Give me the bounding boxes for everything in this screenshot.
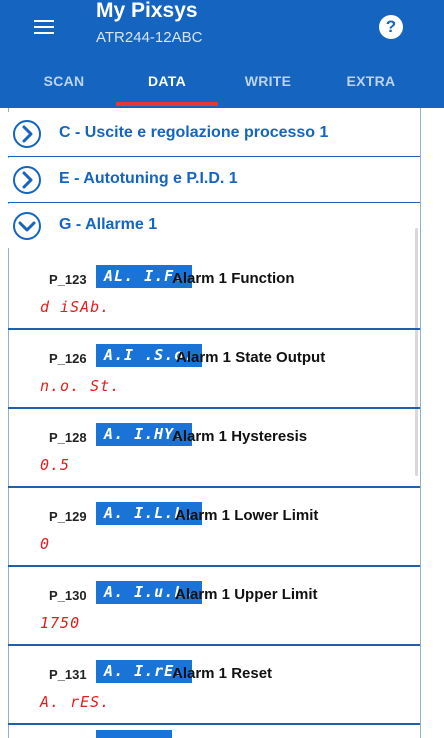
app-bar: [0, 0, 444, 56]
param-code: P_126: [49, 351, 87, 366]
tab-data[interactable]: DATA: [147, 73, 186, 89]
group-label: C - Uscite e regolazione processo 1: [59, 124, 329, 141]
group-c[interactable]: [8, 112, 420, 157]
menu-icon[interactable]: [34, 20, 54, 34]
group-g[interactable]: [8, 204, 420, 248]
param-name: Alarm 1 Function: [172, 270, 295, 287]
param-value[interactable]: n.o. St.: [40, 377, 121, 395]
param-name: Alarm 1 Lower Limit: [175, 507, 319, 524]
active-tab-indicator: [116, 102, 218, 106]
display-badge: A. I.rE.: [96, 660, 192, 683]
display-badge: A.I .S.o.: [96, 344, 202, 367]
group-label: E - Autotuning e P.I.D. 1: [59, 170, 238, 187]
param-code: P_129: [49, 509, 87, 524]
param-row-p126[interactable]: [8, 329, 420, 409]
param-code: P_130: [49, 588, 87, 603]
param-name: Alarm 1 Reset: [172, 665, 273, 682]
param-name: Alarm 1 State Output: [176, 349, 326, 366]
param-value[interactable]: A. rES.: [40, 693, 111, 711]
param-value[interactable]: 0.5: [40, 456, 71, 474]
param-value[interactable]: d iSAb.: [40, 298, 111, 316]
chevron-right-icon: [13, 166, 41, 194]
display-badge: A. I.L.L.: [96, 502, 202, 525]
param-code: P_128: [49, 430, 87, 445]
display-badge: A. I.HY.: [96, 423, 192, 446]
group-e[interactable]: [8, 158, 420, 203]
param-row-p123[interactable]: [8, 250, 420, 330]
group-label: G - Allarme 1: [59, 216, 158, 233]
app-title: My Pixsys: [96, 0, 198, 22]
chevron-down-icon: [13, 212, 41, 240]
param-code: P_131: [49, 667, 87, 682]
param-name: Alarm 1 Upper Limit: [175, 586, 318, 603]
tab-write[interactable]: WRITE: [244, 73, 292, 89]
tab-bar: [0, 56, 444, 108]
param-row-p128[interactable]: [8, 408, 420, 488]
param-value[interactable]: 0: [40, 535, 51, 553]
display-badge: A. I.u.L.: [96, 581, 202, 604]
help-icon[interactable]: ?: [379, 15, 403, 39]
param-value[interactable]: 1750: [40, 614, 81, 632]
display-badge: AL. I.F.: [96, 265, 192, 288]
param-row-p130[interactable]: [8, 566, 420, 646]
param-name: Alarm 1 Hysteresis: [172, 428, 308, 445]
tab-extra[interactable]: EXTRA: [346, 73, 396, 89]
param-row-p129[interactable]: [8, 487, 420, 567]
device-subtitle: ATR244-12ABC: [96, 29, 203, 46]
chevron-right-icon: [13, 120, 41, 148]
param-code: P_123: [49, 272, 87, 287]
next-display-badge-partial: [96, 730, 172, 738]
parameter-list[interactable]: [0, 108, 444, 738]
param-row-p131[interactable]: [8, 645, 420, 725]
tab-scan[interactable]: SCAN: [43, 73, 85, 89]
